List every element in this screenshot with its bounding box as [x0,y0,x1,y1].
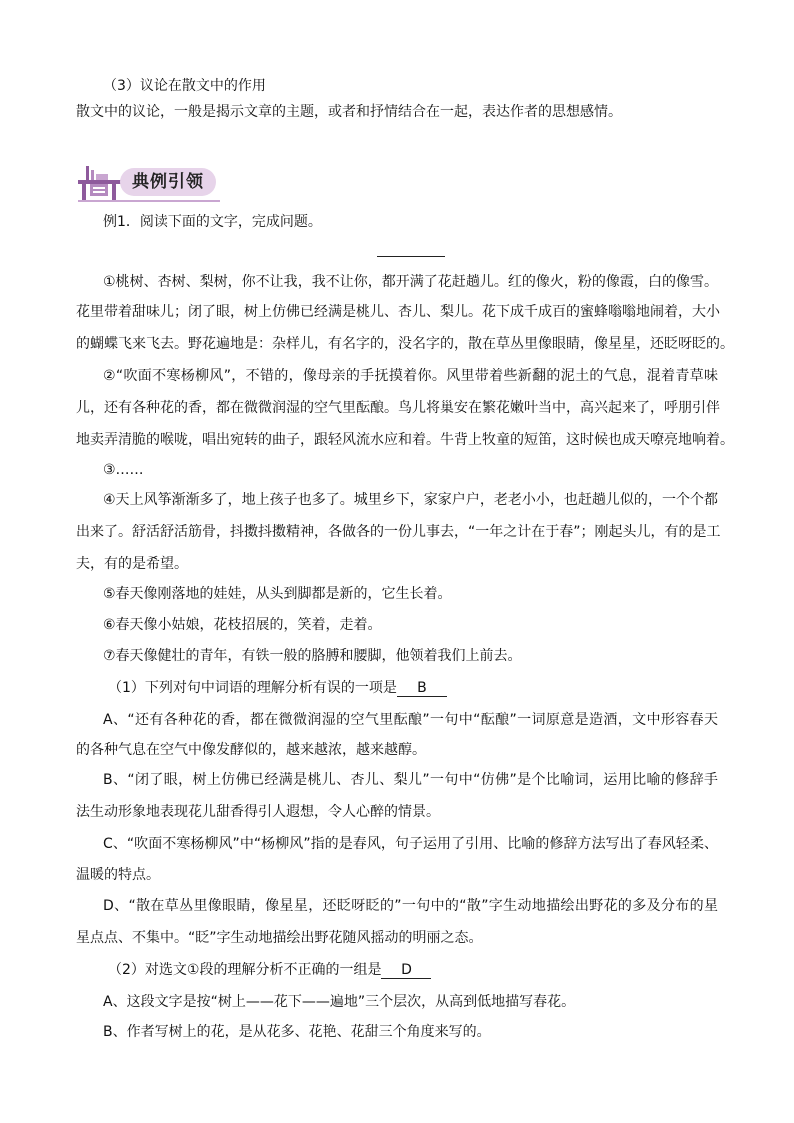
q1-stem [108,678,447,698]
banner-label: 典例引领 [120,168,216,196]
p3-line: ③…… [103,462,144,478]
p4-line: 出来了。舒活舒活筋骨，抖擞抖擞精神，各做各的一份儿事去，“一年之计在于春”；刚起头儿，有的是工 [76,524,721,540]
q1-option-d: D、“散在草丛里像眼睛，像星星，还眨呀眨的”一句中的“散”字生动地描绘出野花的多及分布的星 [103,898,718,914]
section-body: 散文中的议论，一般是揭示文章的主题，或者和抒情结合在一起，表达作者的思想感情。 [76,104,622,120]
p1-line: 的蝴蝶飞来飞去。野花遍地是：杂样儿，有名字的，没名字的，散在草丛里像眼睛，像星星，还眨呀眨的。 [76,336,734,352]
p7-line: ⑦春天像健壮的青年，有铁一般的胳膊和腰脚，他领着我们上前去。 [103,648,522,664]
q2-stem [108,960,431,980]
p1-line: 花里带着甜味儿；闭了眼，树上仿佛已经满是桃儿、杏儿、梨儿。花下成千成百的蜜蜂嗡嗡地闹着，大小 [76,304,720,320]
p2-line: 地卖弄清脆的喉咙，唱出宛转的曲子，跟轻风流水应和着。牛背上牧童的短笛，这时候也成天嘹亮地响着。 [76,432,734,448]
q1-option-c-cont: 温暖的特点。 [76,867,160,883]
p2-line: ②“吹面不寒杨柳风”，不错的，像母亲的手抚摸着你。风里带着些新翻的泥土的气息，混着青草味 [103,368,718,384]
q1-option-a-cont: 的各种气息在空气中像发酵似的，越来越浓，越来越醇。 [76,742,426,758]
title-blank-line [377,256,445,257]
section-heading: （3）议论在散文中的作用 [103,78,266,94]
q1-answer: B [397,680,447,697]
q2-stem-text: （2）对选文①段的理解分析不正确的一组是 [108,962,382,978]
p6-line: ⑥春天像小姑娘，花枝招展的，笑着，走着。 [103,617,382,633]
q1-option-d-cont: 星点点、不集中。“眨”字生动地描绘出野花随风摇动的明丽之态。 [76,930,483,946]
q1-option-b: B、“闭了眼，树上仿佛已经满是桃儿、杏儿、梨儿”一句中“仿佛”是个比喻词，运用比喻的修辞手 [103,772,718,788]
q1-option-b-cont: 法生动形象地表现花儿甜香得引人遐想，令人心醉的情景。 [76,804,440,820]
q1-stem-text: （1）下列对句中词语的理解分析有误的一项是 [108,680,397,696]
q1-option-c: C、“吹面不寒杨柳风”中“杨柳风”指的是春风，句子运用了引用、比喻的修辞方法写出了春风轻柔、 [103,836,718,852]
p2-line: 儿，还有各种花的香，都在微微润湿的空气里酝酿。鸟儿将巢安在繁花嫩叶当中，高兴起来了，呼朋引伴 [76,400,720,416]
q2-option-b: B、作者写树上的花，是从花多、花艳、花甜三个角度来写的。 [103,1024,491,1040]
q1-option-a: A、“还有各种花的香，都在微微润湿的空气里酝酿”一句中“酝酿”一词原意是造酒，文中形容春天 [103,712,718,728]
example-intro: 例1．阅读下面的文字，完成问题。 [103,214,322,230]
p1-line: ①桃树、杏树、梨树，你不让我，我不让你，都开满了花赶趟儿。红的像火，粉的像霞，白的像雪。 [103,274,718,290]
p5-line: ⑤春天像刚落地的娃娃，从头到脚都是新的，它生长着。 [103,586,452,602]
p4-line: ④天上风筝渐渐多了，地上孩子也多了。城里乡下，家家户户，老老小小，也赶趟儿似的，一个个都 [103,492,718,508]
q2-answer: D [381,962,431,979]
q2-option-a: A、这段文字是按“树上——花下——遍地”三个层次，从高到低地描写春花。 [103,994,576,1010]
p4-line: 夫，有的是希望。 [76,556,188,572]
